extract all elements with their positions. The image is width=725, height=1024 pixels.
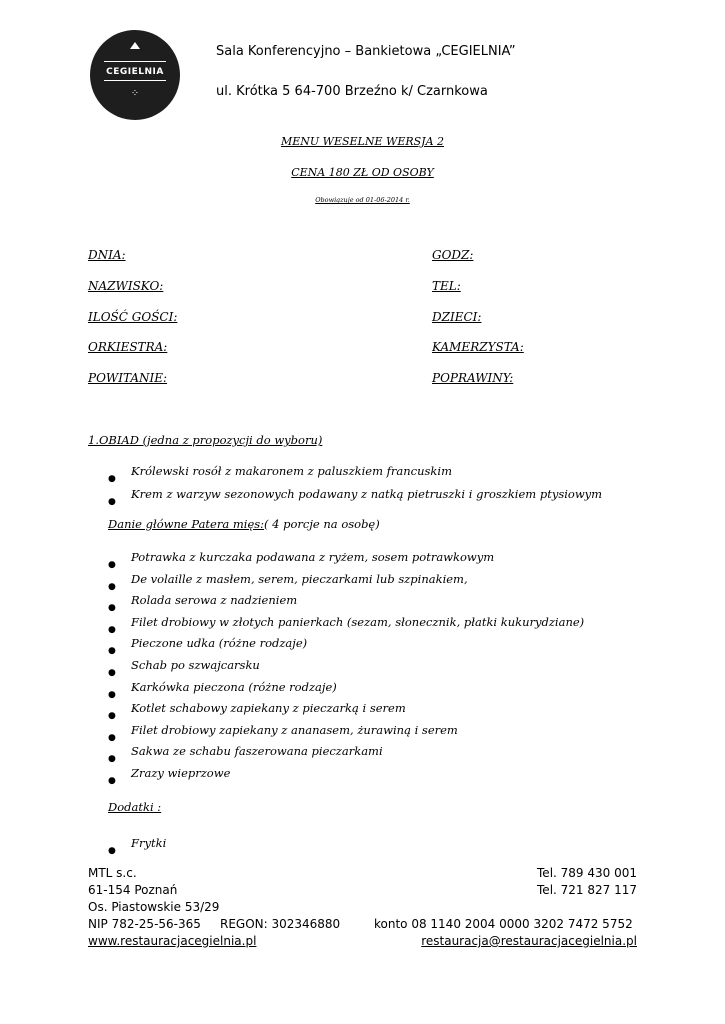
cegielnia-logo	[90, 30, 180, 120]
list-item	[108, 703, 116, 722]
list-item	[108, 489, 116, 508]
main-course-note: ( 4 porcje na osobę)	[264, 517, 380, 531]
main-course-title: Danie główne Patera mięs:	[108, 517, 265, 531]
bullet-icon: ●	[108, 776, 116, 786]
field-videographer-label: KAMERZYSTA:	[432, 340, 524, 354]
menu-price: CENA 180 ZŁ OD OSOBY	[291, 166, 434, 179]
bullet-icon: ●	[108, 754, 116, 764]
main-course-item: Pieczone udka (różne rodzaje)	[131, 636, 308, 650]
main-course-heading	[108, 517, 380, 531]
main-course-item: Kotlet schabowy zapiekany z pieczarką i serem	[131, 701, 406, 715]
soup-item: Królewski rosół z makaronem z paluszkiem francuskim	[131, 464, 452, 478]
logo-divider	[104, 80, 166, 81]
footer-ids: NIP 782-25-56-365 REGON: 302346880	[88, 917, 341, 931]
bullet-icon: ●	[108, 625, 116, 635]
main-course-item: De volaille z masłem, serem, pieczarkami lub szpinakiem,	[131, 572, 468, 586]
footer-email-link[interactable]: restauracja@restauracjacegielnia.pl	[421, 934, 637, 948]
list-item	[108, 838, 116, 857]
bullet-icon: ●	[108, 711, 116, 721]
list-item	[108, 768, 116, 787]
main-course-item: Schab po szwajcarsku	[131, 658, 260, 672]
list-item	[108, 617, 116, 636]
list-item	[108, 682, 116, 701]
extras-title: Dodatki :	[108, 800, 162, 814]
logo-divider	[104, 61, 166, 62]
list-item	[108, 660, 116, 679]
logo-mark-icon: ⁘	[130, 88, 140, 99]
field-guests-label: ILOŚĆ GOŚCI:	[88, 310, 178, 324]
footer-phone-1: Tel. 789 430 001	[537, 866, 637, 880]
main-course-item: Filet drobiowy w złotych panierkach (sezam, słonecznik, płatki kukurydziane)	[131, 615, 585, 629]
venue-name: Sala Konferencyjno – Bankietowa „CEGIELNIA”	[216, 44, 516, 59]
bullet-icon: ●	[108, 497, 116, 507]
main-course-item: Sakwa ze schabu faszerowana pieczarkami	[131, 744, 383, 758]
venue-address: ul. Krótka 5 64-700 Brzeźno k/ Czarnkowa	[216, 84, 488, 99]
field-time-label: GODZ:	[432, 248, 474, 262]
footer-street: Os. Piastowskie 53/29	[88, 900, 220, 914]
field-surname-label: NAZWISKO:	[88, 279, 164, 293]
field-children-label: DZIECI:	[432, 310, 482, 324]
field-phone-label: TEL:	[432, 279, 461, 293]
bullet-icon: ●	[108, 582, 116, 592]
list-item	[108, 725, 116, 744]
extra-item: Frytki	[131, 836, 167, 850]
soup-item: Krem z warzyw sezonowych podawany z natką pietruszki i groszkiem ptysiowym	[131, 487, 603, 501]
footer-website-link[interactable]: www.restauracjacegielnia.pl	[88, 934, 257, 948]
bullet-icon: ●	[108, 846, 116, 856]
footer-city: 61-154 Poznań	[88, 883, 178, 897]
bullet-icon: ●	[108, 733, 116, 743]
main-course-item: Filet drobiowy zapiekany z ananasem, żurawiną i serem	[131, 723, 458, 737]
field-date-label: DNIA:	[88, 248, 126, 262]
list-item	[108, 574, 116, 593]
field-after-party-label: POPRAWINY:	[432, 371, 514, 385]
menu-title: MENU WESELNE WERSJA 2	[280, 135, 445, 148]
bullet-icon: ●	[108, 603, 116, 613]
logo-text: CEGIELNIA	[106, 67, 164, 77]
footer-phone-2: Tel. 721 827 117	[537, 883, 637, 897]
footer-bank-account: konto 08 1140 2004 0000 3202 7472 5752	[374, 917, 633, 931]
bullet-icon: ●	[108, 474, 116, 484]
list-item	[108, 466, 116, 485]
bullet-icon: ●	[108, 690, 116, 700]
bullet-icon: ●	[108, 646, 116, 656]
list-item	[108, 746, 116, 765]
field-band-label: ORKIESTRA:	[88, 340, 168, 354]
main-course-item: Potrawka z kurczaka podawana z ryżem, sosem potrawkowym	[131, 550, 495, 564]
list-item	[108, 638, 116, 657]
main-course-item: Zrazy wieprzowe	[131, 766, 231, 780]
menu-valid-from: Obowiązuje od 01-06-2014 r.	[315, 196, 410, 204]
logo-roof-icon	[130, 42, 140, 49]
main-course-item: Karkówka pieczona (różne rodzaje)	[131, 680, 337, 694]
footer-company: MTL s.c.	[88, 866, 137, 880]
list-item	[108, 552, 116, 571]
bullet-icon: ●	[108, 560, 116, 570]
section-title-dinner: 1.OBIAD (jedna z propozycji do wyboru)	[88, 433, 323, 447]
main-course-item: Rolada serowa z nadzieniem	[131, 593, 298, 607]
field-welcome-label: POWITANIE:	[88, 371, 168, 385]
list-item	[108, 595, 116, 614]
bullet-icon: ●	[108, 668, 116, 678]
